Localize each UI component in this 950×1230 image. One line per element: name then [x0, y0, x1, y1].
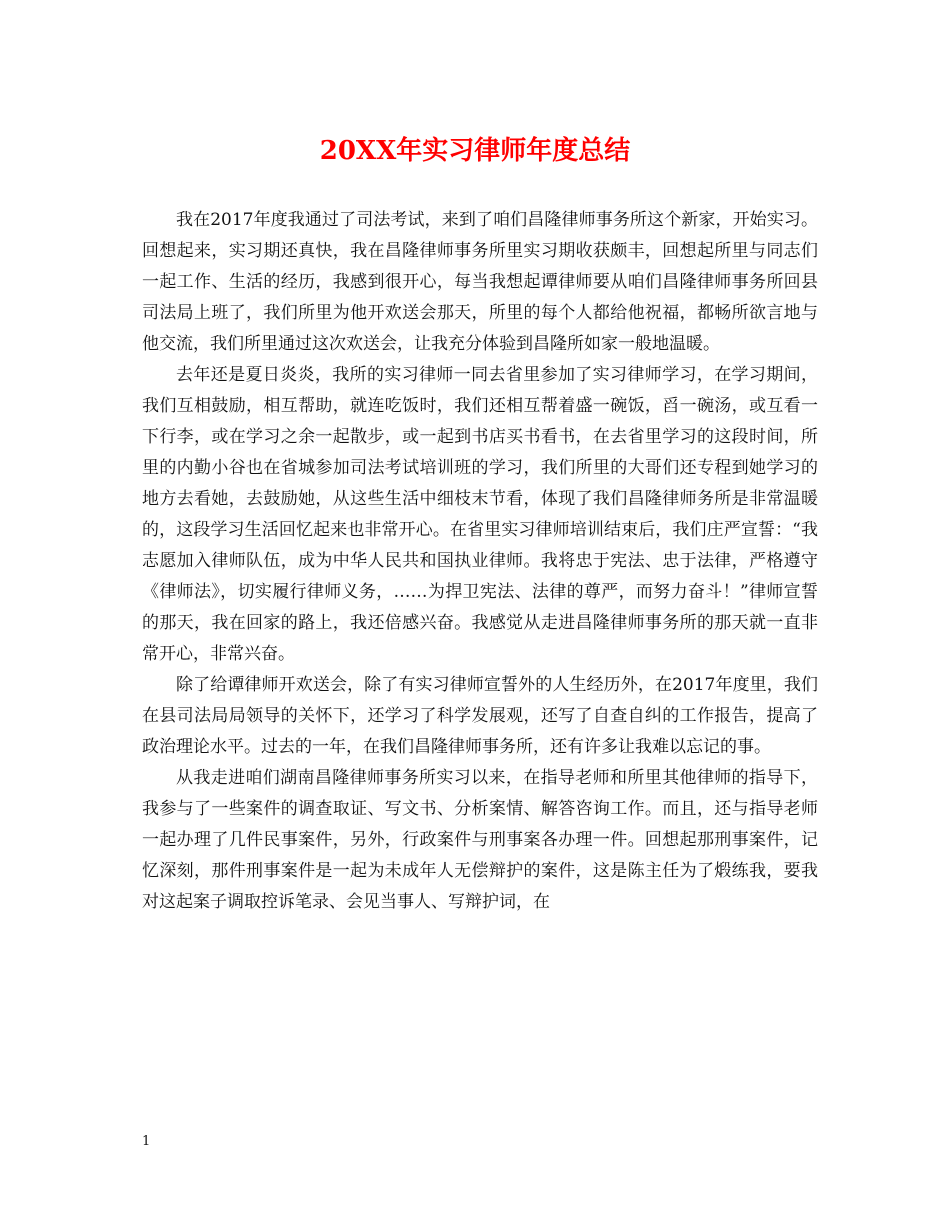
paragraph-3: 除了给谭律师开欢送会，除了有实习律师宣誓外的人生经历外，在2017年度里，我们在县司法局局领导的关怀下，还学习了科学发展观，还写了自查自纠的工作报告，提高了政治理论水平。过去的一年，在我们昌隆律师事务所，还有许多让我难以忘记的事。 — [142, 675, 818, 757]
page-number: 1 — [142, 1134, 151, 1149]
paragraph-2: 去年还是夏日炎炎，我所的实习律师一同去省里参加了实习律师学习，在学习期间，我们互相鼓励，相互帮助，就连吃饭时，我们还相互帮着盛一碗饭，舀一碗汤，或互看一下行李，或在学习之余一起散步，或一起到书店买书看书，在去省里学习的这段时间，所里的内勤小谷也在省城参加司法考试培训班的学习，我们所里的大哥们还专程到她学习的地方去看她，去鼓励她，从这些生活中细枝末节看，体现了我们昌隆律师务所是非常温暖的，这段学习生活回忆起来也非常开心。在省里实习律师培训结束后，我们庄严宣誓：“我志愿加入律师队伍，成为中华人民共和国执业律师。我将忠于宪法、忠于法律，严格遵守《律师法》，切实履行律师义务，……为捍卫宪法、法律的尊严，而努力奋斗！”律师宣誓的那天，我在回家的路上，我还倍感兴奋。我感觉从走进昌隆律师事务所的那天就一直非常开心，非常兴奋。 — [142, 365, 818, 664]
document-title: 20XX年实习律师年度总结 — [319, 136, 631, 166]
paragraph-4: 从我走进咱们湖南昌隆律师事务所实习以来，在指导老师和所里其他律师的指导下，我参与了一些案件的调查取证、写文书、分析案情、解答咨询工作。而且，还与指导老师一起办理了几件民事案件，另外，行政案件与刑事案各办理一件。回想起那刑事案件，记忆深刻，那件刑事案件是一起为未成年人无偿辩护的案件，这是陈主任为了煅练我，要我对这起案子调取控诉笔录、会见当事人、写辩护词，在 — [142, 768, 818, 912]
document-body — [142, 205, 818, 918]
paragraph-1: 我在2017年度我通过了司法考试，来到了咱们昌隆律师事务所这个新家，开始实习。回想起来，实习期还真快，我在昌隆律师事务所里实习期收获颇丰，回想起所里与同志们一起工作、生活的经历，我感到很开心，每当我想起谭律师要从咱们昌隆律师事务所回县司法局上班了，我们所里为他开欢送会那天，所里的每个人都给他祝福，都畅所欲言地与他交流，我们所里通过这次欢送会，让我充分体验到昌隆所如家一般地温暖。 — [142, 210, 818, 354]
